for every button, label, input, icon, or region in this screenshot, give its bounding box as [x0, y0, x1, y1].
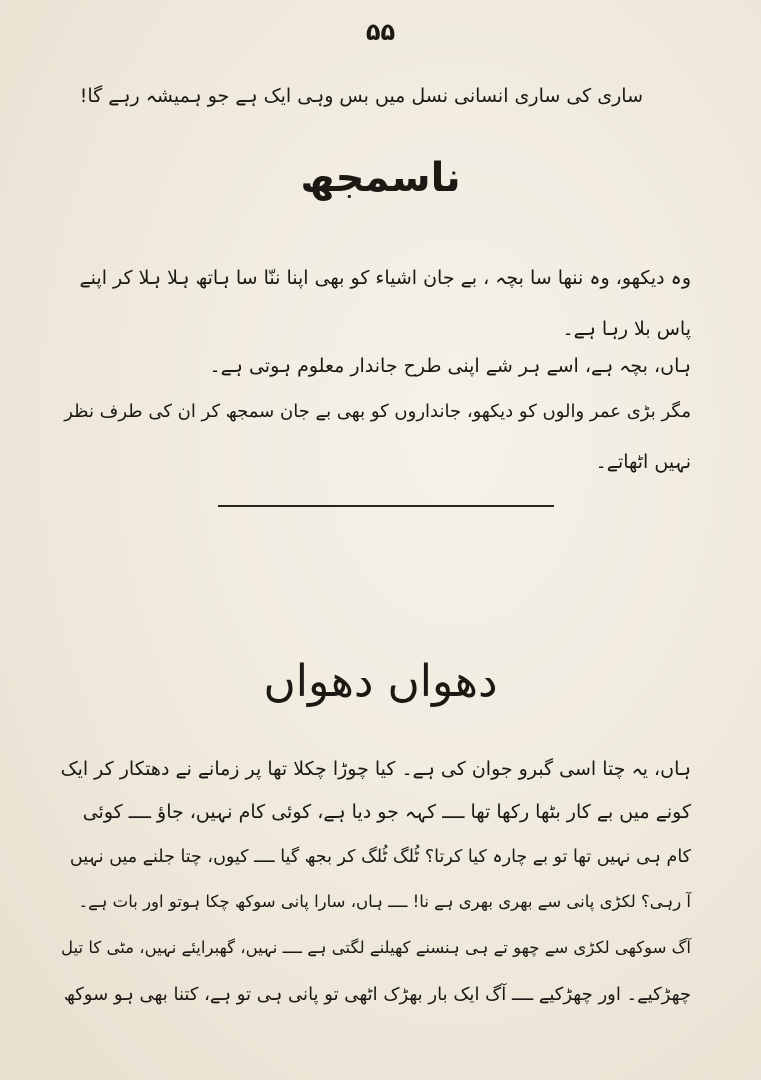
- section1-line-5: نہیں اٹھاتے۔: [595, 451, 691, 473]
- intro-line: ساری کی ساری انسانی نسل میں بس وہی ایک ہے جو ہمیشہ رہے گا!: [79, 85, 643, 107]
- section1-line-1: وہ دیکھو، وہ ننھا سا بچہ ، بے جان اشیاء کو بھی اپنا ننّا سا ہاتھ ہلا ہلا کر اپنے: [79, 267, 691, 289]
- section2-line-6: چھڑکیے۔ اور چھڑکیے ــــ آگ ایک بار بھڑک اٹھی تو پانی ہی تو ہے، کتنا بھی ہو سوکھ: [63, 984, 691, 1005]
- section2-line-4: آ رہی؟ لکڑی پانی سے بھری بھری ہے نا! ــــ ہاں، سارا پانی سوکھ چکا ہوتو اور بات ہے۔: [78, 892, 691, 911]
- section2-line-1: ہاں، یہ چتا اسی گبرو جوان کی ہے۔ کیا چوڑا چکلا تھا پر زمانے نے دھتکار کر ایک: [60, 758, 691, 780]
- section2-line-5: آگ سوکھی لکڑی سے چھو تے ہی ہنسنے کھیلنے لگتی ہے ــــ نہیں، گھبرایئے نہیں، مٹی کا تیل: [61, 938, 691, 957]
- section1-line-4: مگر بڑی عمر والوں کو دیکھو، جانداروں کو بھی بے جان سمجھ کر ان کی طرف نظر: [64, 401, 691, 422]
- section-divider: [218, 505, 554, 507]
- section-title-na-samajh: ناسمجھ: [300, 155, 461, 201]
- section-title-dhuan-dhuan: دھواں دھواں: [263, 656, 498, 707]
- section2-line-2: کونے میں بے کار بٹھا رکھا تھا ــــ کہہ جو دیا ہے، کوئی کام نہیں، جاؤ ــــ کوئی: [82, 801, 691, 823]
- section2-line-3: کام ہی نہیں تھا تو بے چارہ کیا کرتا؟ ٹُلگ ٹُلگ کر بجھ گیا ــــ کیوں، چتا جلنے میں نہیں: [69, 847, 691, 867]
- section1-line-3: ہاں، بچہ ہے، اسے ہر شے اپنی طرح جاندار معلوم ہوتی ہے۔: [209, 355, 691, 377]
- section1-line-2: پاس بلا رہا ہے۔: [562, 318, 691, 340]
- page-number: ۵۵: [365, 18, 396, 46]
